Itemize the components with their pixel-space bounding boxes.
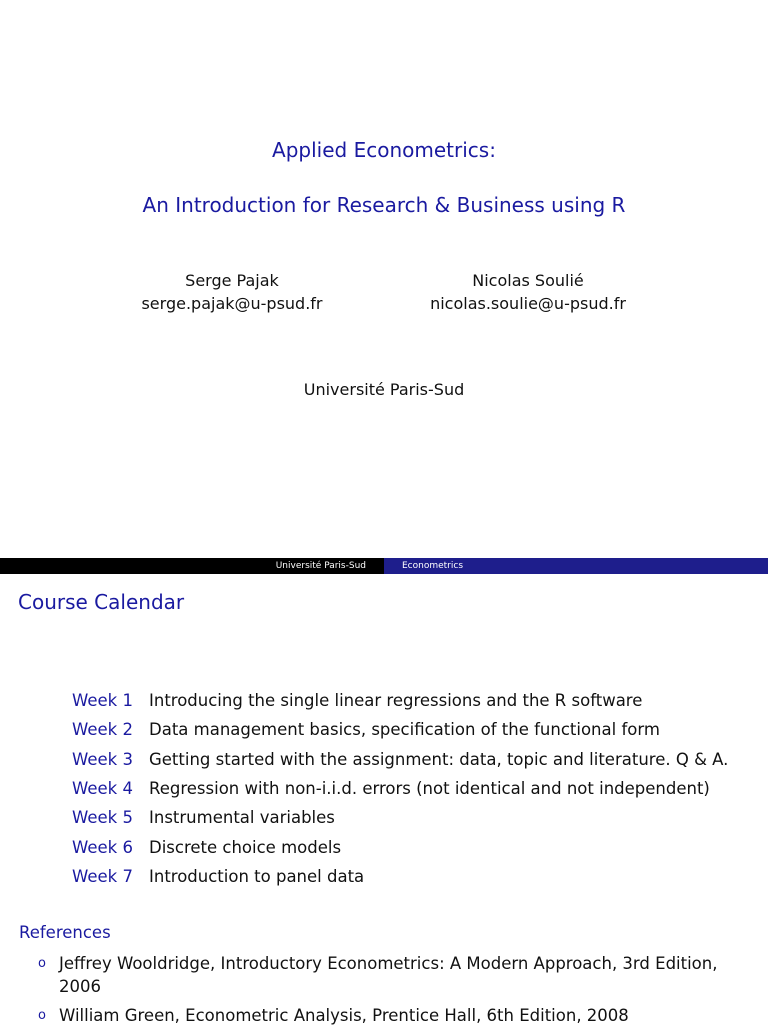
- week-row: [72, 803, 728, 832]
- week-label: Week 1: [72, 691, 133, 711]
- author-name: Nicolas Soulié: [472, 271, 584, 290]
- week-row: [72, 745, 728, 774]
- circle-bullet-icon: o: [38, 1008, 46, 1023]
- author-email: serge.pajak@u-psud.fr: [141, 294, 323, 313]
- frame-title: Course Calendar: [18, 590, 185, 614]
- week-row: [72, 686, 728, 715]
- week-description: Introduction to panel data: [149, 866, 365, 886]
- author-block-2: [418, 269, 638, 315]
- week-description: Regression with non-i.i.d. errors (not identical and not independent): [149, 779, 710, 799]
- week-description: Introducing the single linear regressions and the R software: [149, 691, 643, 711]
- reference-text: William Green, Econometric Analysis, Prentice Hall, 6th Edition, 2008: [59, 1006, 629, 1025]
- week-description: Getting started with the assignment: data, topic and literature. Q & A.: [149, 749, 729, 769]
- week-label: Week 5: [72, 808, 133, 828]
- week-description: Data management basics, specification of the functional form: [149, 720, 660, 740]
- references-heading: References: [19, 923, 111, 942]
- institution: Université Paris-Sud: [303, 380, 465, 399]
- reference-text: Jeffrey Wooldridge, Introductory Econometrics: A Modern Approach, 3rd Edition, 2006: [59, 954, 718, 996]
- week-label: Week 7: [72, 866, 133, 886]
- week-row: [72, 832, 728, 861]
- footer-course: Econometrics: [384, 558, 768, 574]
- week-description: Instrumental variables: [149, 808, 335, 828]
- week-list: [72, 686, 728, 891]
- week-description: Discrete choice models: [149, 837, 342, 857]
- course-calendar-slide: [0, 574, 768, 1024]
- week-row: [72, 715, 728, 744]
- week-label: Week 4: [72, 779, 133, 799]
- week-row: [72, 862, 728, 891]
- slide-footer: [0, 558, 768, 574]
- author-email: nicolas.soulie@u-psud.fr: [430, 294, 626, 313]
- author-name: Serge Pajak: [185, 271, 279, 290]
- reference-item: [38, 952, 748, 998]
- author-block-1: [122, 269, 342, 315]
- week-row: [72, 774, 728, 803]
- references-list: [38, 952, 748, 1033]
- week-label: Week 6: [72, 837, 133, 857]
- week-label: Week 3: [72, 749, 133, 769]
- week-label: Week 2: [72, 720, 133, 740]
- footer-institution: Université Paris-Sud: [0, 558, 384, 574]
- presentation-subtitle: An Introduction for Research & Business using R: [142, 193, 626, 217]
- circle-bullet-icon: o: [38, 956, 46, 971]
- presentation-title: Applied Econometrics:: [272, 138, 496, 162]
